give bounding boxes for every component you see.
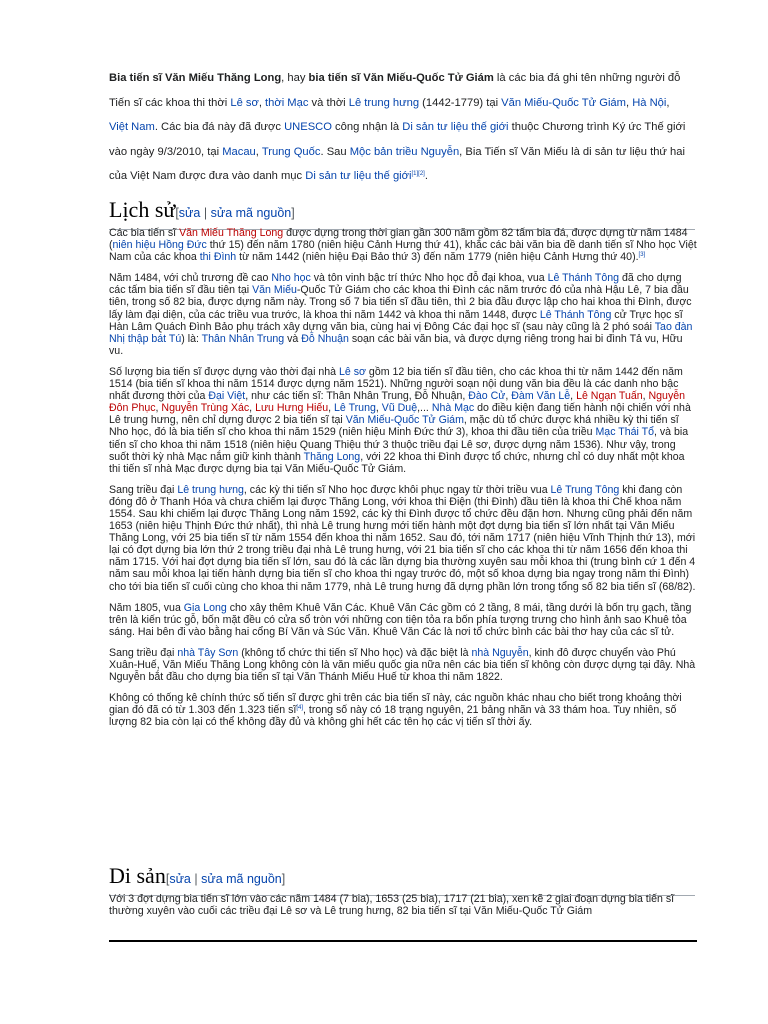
text-run: (1442-1779) tại [419,96,502,109]
text-run: ,... [417,402,432,415]
wiki-link[interactable]: UNESCO [284,121,332,134]
text-run: Năm 1805, vua [109,601,184,614]
text-run: , với 22 khoa thi Đình được tổ chức, nhưng chỉ có duy nhất một khoa thi tiến sĩ nhà Mạc được dựng bia tại Văn Miếu-Quốc Tử Giám. [109,450,685,475]
text-run: , [258,96,266,109]
reference-link[interactable]: [4] [296,705,303,712]
wiki-link[interactable]: Văn Miếu-Quốc Tử Giám [345,414,464,427]
wiki-link[interactable]: Lưu Hưng Hiếu [255,402,329,415]
text-run: , hay [281,72,309,84]
history-paragraph-6 [109,647,697,683]
wiki-link[interactable]: Lê Thánh Tông [539,308,612,321]
text-run: (không tổ chức thi tiến sĩ Nho học) và đặc biệt là [238,646,472,659]
edit-source-link[interactable]: sửa mã nguồn [201,872,282,886]
intro-bold-term: Bia tiến sĩ Văn Miếu Thăng Long [109,72,282,84]
wiki-link[interactable]: Đại Việt [208,390,246,403]
intro-bold-term: bia tiến sĩ Văn Miếu-Quốc Tử Giám [308,72,494,84]
wiki-link[interactable]: Nguyễn Đôn Phục [109,390,686,415]
text-run: , [255,145,262,158]
wiki-link[interactable]: Văn Miếu [252,284,297,297]
history-paragraph-4 [109,484,697,593]
section-title: Lịch sử [109,197,176,222]
wiki-link[interactable]: thi Đình [199,251,237,264]
text-run: , [642,390,649,403]
wiki-link[interactable]: Macau [222,145,256,158]
heritage-section-body [109,893,697,926]
text-run: , [249,402,256,415]
wiki-link[interactable]: Lê Thánh Tông [547,272,620,285]
text-run: từ năm 1442 (niên hiệu Đại Bảo thứ 3) đến năm 1779 (niên hiệu Cảnh Hưng thứ 40). [236,251,639,264]
wiki-link[interactable]: Mạc Thái Tổ [595,426,654,439]
text-run: , [625,96,633,109]
text-run: và thời [308,96,349,109]
heritage-paragraph-1 [109,893,697,917]
text-run: cho xây thêm Khuê Văn Các. Khuê Văn Các gồm có 2 tầng, 8 mái, tầng dưới là bốn trụ gạch, tầng trên là kiến trúc gỗ, bốn mặt đều có cửa sổ tròn với những con tiện tỏa ra bốn phía tượng trưng cho hình ảnh sao Khuê tỏa sáng. Hai bên đi vào bằng hai cổng Bí Văn và Súc Văn. Khuê Văn Các là nơi tổ chức bình các bài thơ hay của các sĩ tử. [109,601,692,638]
wiki-link[interactable]: Lê trung hưng [177,483,244,496]
wiki-link[interactable]: Lê Trung [334,402,376,415]
text-run: . Các bia đá này đã được [154,121,285,134]
text-run: , và bia tiến sĩ cho khoa thi năm 1518 (niên hiệu Quang Thiệu thứ 3 thuộc triều đại Lê sơ, được dựng năm 1536). Như vậy, trong suốt thời kỳ nhà Mạc nắm giữ kinh thành [109,426,689,463]
history-paragraph-3 [109,366,697,475]
wiki-link[interactable]: Đào Cử [468,390,506,403]
text-run: là các bia đá ghi tên những người đỗ Tiến sĩ các khoa thi thời [109,72,681,109]
text-run: Không có thống kê chính thức số tiến sĩ được ghi trên các bia tiến sĩ này, các nguồn khác nhau cho biết trong khoảng thời gian đó đã có từ 1.303 đến 1.323 tiến sĩ [109,692,682,717]
wiki-link[interactable]: Lê Trung Tông [550,483,620,496]
wiki-link[interactable]: Gia Long [183,601,227,614]
text-run: -Quốc Tử Giám cho các khoa thi Đình các năm trước đó của nhà Hậu Lê, 7 bia đầu tiên, trong số 82 bia, được dựng năm này. Trong số 7 bia tiến sĩ đầu tiên, thì 2 bia đầu được lập cho hai khoa thi Đình, được lấy làm đại diện, của các triều vua trước, là khoa thi năm 1442 và khoa thi năm 1448, được [109,284,692,321]
wiki-link[interactable]: thời Mạc [265,96,309,109]
wiki-link[interactable]: Hà Nội [632,96,667,109]
wiki-link[interactable]: Việt Nam [109,121,155,134]
text-run: , [328,402,335,415]
text-run: Năm 1484, với chủ trương đề cao [109,272,272,285]
section-title: Di sản [109,863,166,888]
wiki-link[interactable]: Nho học [271,272,311,285]
text-run: thuộc Chương trình Ký ức Thế giới vào ngày 9/3/2010, tại [109,121,686,158]
edit-source-link[interactable]: sửa mã nguồn [210,206,292,220]
history-paragraph-2 [109,272,697,357]
text-run: Sang triều đại [109,483,178,496]
section-heading-heritage [109,862,695,896]
wiki-link[interactable]: Lê sơ [230,96,259,109]
wiki-link[interactable]: Lê trung hưng [348,96,420,109]
history-paragraph-1 [109,227,697,263]
intro-section [109,66,691,189]
text-run: , như các tiến sĩ: Thân Nhân Trung, Đỗ Nhuận, [245,390,469,403]
text-run: , mặc dù tổ chức được khá nhiều kỳ thi tiến sĩ Nho học, đó là bia tiến sĩ cho khoa thi năm 1529 (niên hiệu Minh Đức thứ 3), khoa thi đầu tiên của triều [109,414,679,439]
text-run: được dựng trong thời gian gần 300 năm gồm 82 tấm bia đá, được dựng từ năm 1484 ( [109,227,688,252]
wiki-link[interactable]: Vũ Duệ [381,402,418,415]
text-run: , Bia Tiến sĩ Văn Miếu là di sản tư liệu thứ hai của Việt Nam được đưa vào danh mục [109,145,685,183]
text-run: đã cho dựng các tấm bia tiến sĩ đầu tiên tại [109,272,682,297]
text-run: , trong số này có 18 trạng nguyên, 21 bảng nhãn và 33 thám hoa. Tuy nhiên, số lượng 82 bia còn lại có thể không đầy đủ và không ghi hết các tên họ các vị tiến sĩ thời ấy. [109,704,677,729]
edit-links: [sửa | sửa mã nguồn] [165,872,286,886]
wiki-link[interactable]: Di sản tư liệu thế giới [402,121,509,134]
history-paragraph-7 [109,692,697,728]
wiki-link[interactable]: Thăng Long [303,450,361,463]
text-run: soạn các bài văn bia, và được dựng riêng trong hai bi đình Tả vu, Hữu vu. [109,332,683,357]
text-run: ) là: [181,332,202,345]
text-run: Sang triều đại [109,646,178,659]
edit-link[interactable]: sửa [169,872,191,886]
text-run: cử Trực học sĩ Hàn Lâm Quách Đình Bảo phụ trách xây dựng văn bia, cùng hai vị Đông Các đại học sĩ (sau này cũng là 2 phó soái [109,308,683,333]
text-run: và [284,332,302,345]
text-run: , kinh đô được chuyển vào Phú Xuân-Huế, Văn Miếu Thăng Long không còn là văn miếu quốc gia nữa nên các bia tiến sĩ không còn được dựng tại đây. Nhà Nguyễn bắt đầu cho dựng bia tiến sĩ tại Văn Thánh Miếu Huế từ khoa thi năm 1822. [109,646,696,684]
text-run: , [155,402,162,415]
page-divider [109,940,697,942]
reference-link[interactable]: [1][2] [411,171,425,178]
text-run: Số lượng bia tiến sĩ được dựng vào thời đại nhà [109,365,339,378]
text-run: gồm 12 bia tiến sĩ đầu tiên, cho các khoa thi từ năm 1442 đến năm 1514 (bia tiến sĩ khoa thi năm 1514 được dựng năm 1521). Những người soạn nội dung văn bia đều là các danh nho bậc nhất đương thời của [109,365,683,403]
wiki-link[interactable]: Lê Ngạn Tuấn [576,390,643,403]
wiki-link[interactable]: Đỗ Nhuận [301,332,349,345]
text-run: và tôn vinh bậc trí thức Nho học đỗ đại khoa, vua [310,272,548,285]
wiki-link[interactable]: Nhà Mạc [431,402,475,415]
text-run: thứ 15) đến năm 1780 (niên hiệu Cảnh Hưng thứ 41), khắc các bài văn bia đề danh tiến sĩ Nho học Việt Nam của các khoa [109,239,697,264]
history-section-body [109,227,697,737]
text-run: , [505,390,512,403]
text-run: , [570,390,577,403]
wiki-link[interactable]: Di sản tư liệu thế giới [305,170,412,183]
wiki-link[interactable]: niên hiệu Hồng Đức [112,239,207,252]
edit-links: [sửa | sửa mã nguồn] [175,206,295,220]
wiki-link[interactable]: Lê sơ [339,365,366,378]
wiki-link[interactable]: Nguyễn Trùng Xác [161,402,250,415]
text-run: . Sau [320,145,350,158]
text-run: Với 3 đợt dựng bia tiến sĩ lớn vào các năm 1484 (7 bia), 1653 (25 bia), 1717 (21 bia), xen kẽ 2 giai đoạn dựng bia tiến sĩ thường xuyên vào cuối các triều đại Lê sơ và Lê trung hưng, 82 bia tiến sĩ tại Văn Miếu-Quốc Tử Giám [109,893,675,918]
intro-paragraph [109,66,691,189]
reference-link[interactable]: [3] [638,252,646,259]
wiki-link[interactable]: Văn Miếu Thăng Long [179,227,284,239]
text-run: do điều kiện đang tiến hành nội chiến với nhà Lê trung hưng, nên chỉ dựng được 2 bia tiến sĩ tại [109,402,691,427]
section-heading-history [109,196,695,230]
wiki-link[interactable]: Đàm Văn Lễ [511,390,571,403]
text-run: Các bia tiến sĩ [109,227,180,239]
edit-separator: | [200,206,211,220]
wiki-link[interactable]: Tao đàn Nhị thập bát Tú [109,320,693,345]
text-run: khi đang còn đóng đô ở Thanh Hóa và chưa chiếm lại được Thăng Long, với khoa thi Điện (thi Đình) đầu tiên là khoa thi Chế khoa năm 1554. Sau khi chiếm lại được Thăng Long năm 1592, các kỳ thi Đình được tổ chức đều đặn hơn. Nhưng cũng phải đến năm 1653 (niên hiệu Thịnh Đức thứ nhất), thì nhà Lê trung hưng mới tiến hành một đợt dựng bia tiến sĩ lớn nhất tại Văn Miếu Thăng Long, với 25 bia tiến sĩ từ năm 1554 đến khoa thi năm 1652. Sau đó, tới năm 1717 (niên hiệu Vĩnh Thịnh thứ 13), mới lại có đợt dựng bia lớn thứ 2 trong triều đại nhà Lê trung hưng, với 21 bia tiến sĩ cho các khoa thi từ năm 1656 đến khoa thi năm 1715. Với hai đợt dựng bia tiến sĩ lớn, sau đó là các lần dựng bia thường xuyên sau mỗi khoa thi (trung bình cứ 1 đến 4 năm sau mỗi khoa lại tiến hành dựng bia tiến sĩ cho khoa thi ngay trước đó, một số khoa dựng bia ngay trong năm thi Đình) cho tới bia tiến sĩ cuối cùng cho khoa thi năm 1779, nhà Lê trung hưng đã dựng phần lớn trong tổng số 82 bia tiến sĩ (68/82). [109,483,696,593]
wiki-link[interactable]: Mộc bản triều Nguyễn [349,145,460,158]
text-run: , [375,402,382,415]
wiki-link[interactable]: Văn Miếu-Quốc Tử Giám [501,96,626,109]
text-run: công nhận là [331,121,403,134]
edit-link[interactable]: sửa [178,206,201,220]
wiki-link[interactable]: nhà Nguyễn [471,646,529,659]
wiki-link[interactable]: Trung Quốc [261,145,321,158]
text-run: . [424,170,428,183]
wiki-link[interactable]: nhà Tây Sơn [177,646,239,659]
text-run: , các kỳ thi tiến sĩ Nho học được khôi phục ngay từ thời triều vua [243,483,551,496]
text-run: , [666,96,670,109]
history-paragraph-5 [109,602,697,638]
wiki-link[interactable]: Thân Nhân Trung [201,332,285,345]
edit-separator: | [190,872,202,886]
